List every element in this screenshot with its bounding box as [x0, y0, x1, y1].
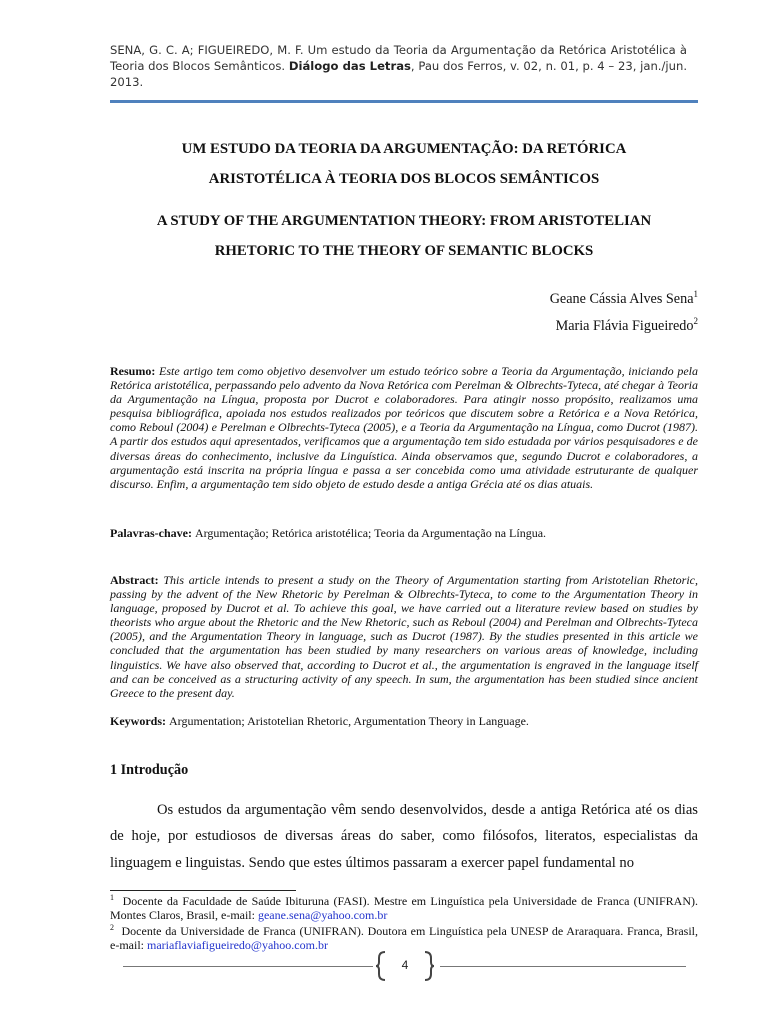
citation-suffix: , Pau dos Ferros, v. 02, n. 01, p. 4 – 23, jan./jun. 2013. [110, 59, 687, 89]
abstract: Abstract: This article intends to present a study on the Theory of Argumentation starting from Aristotelian Rhetoric, passing by the advent of the New Rhetoric by Perelman & Olbrechts-Tyteca, to come to the Argumentation Theory in language, proposed by Ducrot et al. To achieve this goal, we have carried out a literature review based on studies by theorists who argue about the Rhetoric and the New Rhetoric, such as Reboul (2004) and Perelman and Olbrechts-Tyteca (2005), and the Argumentation Theory in language, such as Ducrot (1987). By the studies presented in this article we concluded that the argumentation has been studied by many researchers on various areas of knowledge, including linguistics. We have also observed that, according to Ducrot et al., the argumentation is engraved in the language itself and can be conceived as a structuring activity of any speech. In sum, the argumentation has been studied since ancient Greece to the present day. [110, 573, 698, 700]
resumo-label: Resumo [110, 364, 152, 378]
page-number-box [376, 951, 434, 981]
resumo-text: Este artigo tem como objetivo desenvolver um estudo teórico sobre a Teoria da Argumentação, iniciando pela Retórica aristotélica, perpassando pelo advento da Nova Retórica com Perelman & Olbrechts-Tyteca, até chegar à Teoria da Argumentação na Língua, proposta por Ducrot e colaboradores. Para atingir nosso propósito, realizamos uma pesquisa bibliográfica, apoiada nos estudos realizados por teóricos que discutem sobre a Retórica e a Nova Retórica, como Reboul (2004) e Perelman e Olbrechts-Tyteca (2005), e a Teoria da Argumentação na Língua, como Ducrot (1987). A partir dos estudos aqui apresentados, verificamos que a argumentação tem sido estudada por vários pesquisadores e de diversas áreas do conhecimento, inclusive da Linguística. Ainda observamos que, segundo Ducrot e colaboradores, a argumentação está inscrita na própria língua e passa a ser concebida como uma atividade estruturante de qualquer discurso. Enfim, a argumentação tem sido objeto de estudo desde a antiga Grécia até os dias atuais. [110, 364, 699, 491]
footer-line-left [123, 966, 373, 967]
citation-prefix: SENA, G. C. A; FIGUEIREDO, M. F. Um estudo da Teoria da Argumentação da Retórica Aristotélica à Teoria dos Blocos Semânticos. [110, 43, 687, 73]
header-citation [110, 42, 687, 90]
title-en-line1: A STUDY OF THE ARGUMENTATION THEORY: FROM ARISTOTELIAN [156, 213, 652, 229]
footnotes [110, 894, 698, 954]
palavras-chave-label: Palavras-chave [110, 526, 188, 540]
authors [550, 286, 698, 340]
footnote-1 [110, 894, 698, 922]
section-heading: 1 Introdução [110, 762, 189, 778]
footnote-text: Docente da Faculdade de Saúde Ibituruna (FASI). Mestre em Linguística pela Universidade de Franca (UNIFRAN). Montes Claros, Brasil, e-mail: [110, 894, 699, 922]
title-pt [110, 134, 698, 194]
author-name: Maria Flávia Figueiredo [555, 318, 694, 334]
author-2 [550, 313, 698, 340]
footnote-2 [110, 924, 698, 952]
intro-paragraph: Os estudos da argumentação vêm sendo desenvolvidos, desde a antiga Retórica até os dias de hoje, por estudiosos de diversas áreas do saber, como filósofos, literatos, especialistas da linguagem e linguistas. Sendo que estes últimos passaram a exercer papel fundamental no [110, 802, 698, 871]
header-rule [110, 100, 698, 103]
abstract-text: This article intends to present a study on the Theory of Argumentation starting from Aristotelian Rhetoric, passing by the advent of the New Rhetoric by Perelman & Olbrechts-Tyteca, to come to the Argumentation Theory in language, proposed by Ducrot et al. To achieve this goal, we have carried out a literature review based on studies by theorists who argue about the Rhetoric and the New Rhetoric, such as Reboul (2004) and Perelman and Olbrechts-Tyteca (2005), and the Argumentation Theory in language, such as Ducrot (1987). By the studies presented in this article we concluded that the argumentation has been studied by many researchers on various areas of knowledge, including linguistics. We have also observed that, according to Ducrot et al., the argumentation is engraved in the language itself and can be conceived as a structuring activity of any speech. In sum, the argumentation has been studied since ancient Greece to the present day. [110, 573, 698, 700]
resumo: Resumo: Este artigo tem como objetivo desenvolver um estudo teórico sobre a Teoria da Argumentação, iniciando pela Retórica aristotélica, perpassando pelo advento da Nova Retórica com Perelman & Olbrechts-Tyteca, até chegar à Teoria da Argumentação na Língua, proposta por Ducrot e colaboradores. Para atingir nosso propósito, realizamos uma pesquisa bibliográfica, apoiada nos estudos realizados por teóricos que discutem sobre a Retórica e a Nova Retórica, como Reboul (2004) e Perelman e Olbrechts-Tyteca (2005), e a Teoria da Argumentação na Língua, como Ducrot (1987). A partir dos estudos aqui apresentados, verificamos que a argumentação tem sido estudada por vários pesquisadores e de diversas áreas do conhecimento, inclusive da Linguística. Ainda observamos que, segundo Ducrot e colaboradores, a argumentação está inscrita na própria língua e passa a ser concebida como uma atividade estruturante de qualquer discurso. Enfim, a argumentação tem sido objeto de estudo desde a antiga Grécia até os dias atuais. [110, 364, 699, 491]
title-en-line2: RHETORIC TO THE THEORY OF SEMANTIC BLOCKS [214, 243, 594, 259]
title-pt-line2: ARISTOTÉLICA À TEORIA DOS BLOCOS SEMÂNTICOS [208, 171, 600, 187]
author-1 [550, 286, 698, 313]
title-en [110, 206, 698, 266]
page-number: 4 [401, 958, 409, 972]
keywords: Keywords: Argumentation; Aristotelian Rhetoric, Argumentation Theory in Language. [110, 714, 529, 728]
email-link[interactable]: geane.sena@yahoo.com.br [257, 908, 388, 922]
palavras-chave-text: Argumentação; Retórica aristotélica; Teoria da Argumentação na Língua. [194, 526, 547, 540]
email-link[interactable]: mariaflaviafigueiredo@yahoo.com.br [146, 938, 328, 952]
abstract-label: Abstract [110, 573, 155, 587]
title-block [110, 134, 698, 266]
footnote-mark[interactable]: 2 [693, 316, 698, 326]
journal-name: Diálogo das Letras [288, 59, 411, 73]
author-name: Geane Cássia Alves Sena [549, 291, 694, 307]
keywords-text: Argumentation; Aristotelian Rhetoric, Argumentation Theory in Language. [169, 714, 529, 728]
footnote-mark: 1 [110, 893, 114, 902]
footnote-text: Docente da Universidade de Franca (UNIFRAN). Doutora em Linguística pela UNESP de Araraquara. Franca, Brasil, e-mail: [110, 924, 699, 952]
footnote-mark: 2 [110, 923, 114, 932]
palavras-chave: Palavras-chave: Argumentação; Retórica aristotélica; Teoria da Argumentação na Língua. [110, 526, 547, 540]
title-pt-line1: UM ESTUDO DA TEORIA DA ARGUMENTAÇÃO: DA RETÓRICA [181, 141, 627, 157]
footnote-mark[interactable]: 1 [693, 289, 698, 299]
footnote-rule [110, 890, 296, 891]
footer-line-right [440, 966, 686, 967]
keywords-label: Keywords [110, 714, 162, 728]
